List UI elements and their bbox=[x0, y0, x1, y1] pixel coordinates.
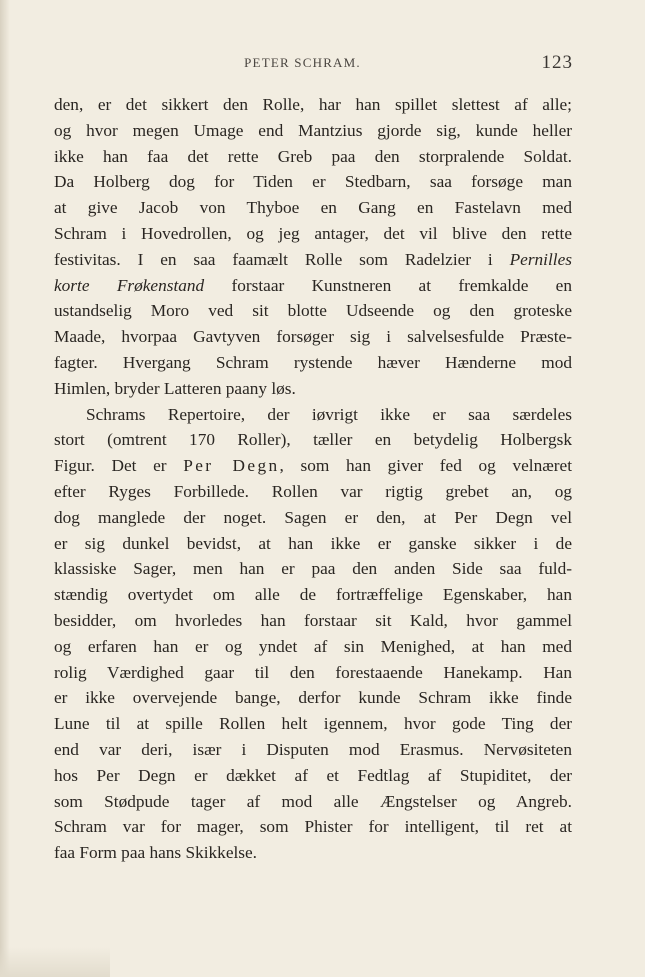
text-line: Schrams Repertoire, der iøvrigt ikke er saa særdeles bbox=[86, 404, 572, 424]
text-line: end var deri, især i Disputen mod Erasmus. Nervøsiteten bbox=[54, 739, 572, 759]
text-segment: festivitas. I en saa faamælt Rolle som Radelzier i bbox=[54, 249, 510, 269]
text-line: at give Jacob von Thyboe en Gang en Fastelavn med bbox=[54, 198, 572, 218]
text-line: den, er det sikkert den Rolle, har han spillet slettest af alle; bbox=[54, 95, 572, 114]
text-line: Schram var for mager, som Phister for intelligent, til ret at bbox=[54, 817, 572, 837]
text-line: Lune til at spille Rollen helt igennem, hvor gode Ting der bbox=[54, 714, 572, 734]
text-line: efter Ryges Forbillede. Rollen var rigtig grebet an, og bbox=[54, 481, 572, 501]
text-segment: , som han giver fed og velnæret bbox=[279, 456, 572, 476]
text-line: og hvor megen Umage end Mantzius gjorde sig, kunde heller bbox=[54, 120, 572, 140]
text-line bbox=[54, 247, 572, 273]
body-text bbox=[54, 92, 572, 866]
play-title-italic: Pernilles bbox=[509, 249, 572, 269]
text-line: stort (omtrent 170 Roller), tæller en betydelig Holbergsk bbox=[54, 430, 572, 450]
play-title-italic: korte Frøkenstand bbox=[54, 275, 205, 295]
text-line: Himlen, bryder Latteren paany løs. bbox=[54, 378, 296, 398]
role-name-spaced: Per Degn bbox=[183, 456, 280, 476]
text-line: Schram i Hovedrollen, og jeg antager, det vil blive den rette bbox=[54, 223, 572, 243]
text-segment: Figur. Det er bbox=[54, 456, 184, 476]
paragraph-2 bbox=[54, 402, 572, 866]
text-line: dog manglede der noget. Sagen er den, at Per Degn vel bbox=[54, 507, 572, 527]
text-line bbox=[54, 453, 572, 479]
text-line: fagter. Hvergang Schram rystende hæver Hænderne mod bbox=[54, 352, 572, 372]
text-line: Maade, hvorpaa Gavtyven forsøger sig i salvelsesfulde Præste- bbox=[54, 327, 572, 347]
text-line: faa Form paa hans Skikkelse. bbox=[54, 843, 258, 863]
text-line: ustandselig Moro ved sit blotte Udseende og den groteske bbox=[54, 301, 572, 321]
page-number: 123 bbox=[541, 52, 573, 73]
text-line: besidder, om hvorledes han forstaar sit Kald, hvor gammel bbox=[54, 610, 572, 630]
paragraph-1 bbox=[54, 92, 572, 402]
text-line bbox=[54, 273, 572, 299]
text-line: ikke han faa det rette Greb paa den storpralende Soldat. bbox=[54, 146, 572, 166]
text-line: er sig dunkel bevidst, at han ikke er ganske sikker i de bbox=[54, 533, 572, 553]
running-head: PETER SCHRAM. bbox=[244, 55, 361, 70]
page-corner-shadow bbox=[0, 947, 110, 977]
text-line: klassiske Sager, men han er paa den anden Side saa fuld- bbox=[54, 559, 572, 579]
text-line: rolig Værdighed gaar til den forestaaende Hanekamp. Han bbox=[54, 662, 572, 682]
page-edge-shadow bbox=[0, 0, 10, 977]
text-line: og erfaren han er og yndet af sin Menighed, at han med bbox=[54, 636, 572, 656]
text-line: Da Holberg dog for Tiden er Stedbarn, saa forsøge man bbox=[54, 172, 572, 192]
text-line: som Stødpude tager af mod alle Ængstelser og Angreb. bbox=[54, 791, 572, 811]
text-line: er ikke overvejende bange, derfor kunde Schram ikke finde bbox=[54, 688, 572, 708]
text-line: hos Per Degn er dækket af et Fedtlag af Stupiditet, der bbox=[54, 765, 572, 785]
text-segment: forstaar Kunstneren at fremkalde en bbox=[204, 275, 572, 295]
page-header bbox=[0, 52, 645, 76]
text-line: stændig overtydet om alle de fortræffelige Egenskaber, han bbox=[54, 585, 572, 605]
